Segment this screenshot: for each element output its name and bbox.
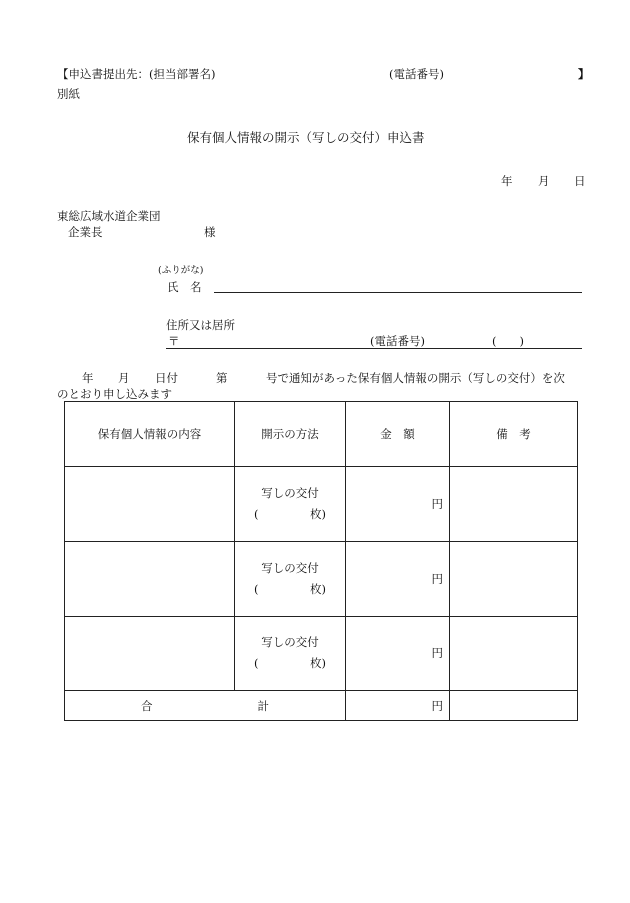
header-method: 開示の方法 (235, 402, 346, 467)
sheets-line (254, 579, 326, 600)
method-copy-label: 写しの交付 (261, 485, 319, 500)
remarks-cell[interactable] (450, 467, 578, 542)
remarks-cell[interactable] (450, 616, 578, 691)
intro-number-prefix: 第 (216, 371, 228, 385)
header-amount: 金 額 (346, 402, 450, 467)
recipient-honorific: 様 (204, 225, 216, 239)
total-remarks-cell[interactable] (450, 691, 578, 721)
sheets-count-label[interactable]: 枚) (310, 581, 326, 596)
postal-mark: 〒 (168, 334, 180, 348)
sheets-count-label[interactable]: 枚) (310, 656, 326, 671)
amount-cell[interactable]: 円 (346, 616, 450, 691)
furigana-label: (ふりがな) (158, 265, 204, 276)
name-label: 氏 名 (167, 280, 202, 294)
method-cell (235, 616, 346, 691)
remarks-cell[interactable] (450, 541, 578, 616)
intro-year: 年 (82, 371, 94, 385)
disclosure-request-table (64, 401, 578, 721)
header-content: 保有個人情報の内容 (65, 402, 235, 467)
amount-cell[interactable]: 円 (346, 467, 450, 542)
intro-month: 月 (118, 371, 130, 385)
header-remarks: 備 考 (450, 402, 578, 467)
submit-to-label: 【申込書提出先：(担当部署名) (57, 67, 216, 81)
content-cell[interactable] (65, 541, 235, 616)
method-copy-label: 写しの交付 (261, 560, 319, 575)
attachment-label: 別紙 (57, 87, 80, 101)
intro-sentence-line1: 号で通知があった保有個人情報の開示（写しの交付）を次 (266, 371, 565, 385)
date-month-label: 月 (538, 174, 550, 188)
date-year-label: 年 (501, 174, 513, 188)
sheets-line (254, 653, 326, 674)
intro-day-dated: 日付 (155, 371, 178, 385)
total-row (65, 691, 578, 721)
method-copy-label: 写しの交付 (261, 635, 319, 650)
date-day-label: 日 (574, 174, 586, 188)
sheets-paren-open: ( (254, 656, 259, 671)
sheets-paren-open: ( (254, 581, 259, 596)
method-cell (235, 467, 346, 542)
table-row (65, 541, 578, 616)
table-row (65, 467, 578, 542)
address-field-line (166, 348, 582, 349)
table-header-row (65, 402, 578, 467)
address-label: 住所又は居所 (166, 318, 235, 332)
sheets-line (254, 504, 326, 525)
sheets-paren-open: ( (254, 506, 259, 521)
total-label-right: 計 (257, 698, 269, 713)
table-row (65, 616, 578, 691)
intro-sentence-line2: のとおり申し込みます (57, 387, 172, 401)
sheets-count-label[interactable]: 枚) (310, 506, 326, 521)
recipient-position: 企業長 (68, 225, 103, 239)
header-phone-label: (電話番号) (389, 67, 444, 81)
method-cell (235, 541, 346, 616)
total-label-cell (65, 691, 346, 721)
total-label-left: 合 (141, 698, 153, 713)
header-close-bracket: 】 (578, 67, 590, 81)
amount-cell[interactable]: 円 (346, 541, 450, 616)
content-cell[interactable] (65, 616, 235, 691)
content-cell[interactable] (65, 467, 235, 542)
address-phone-label: (電話番号) (370, 334, 425, 348)
recipient-org: 東総広域水道企業団 (57, 209, 161, 223)
total-amount-cell[interactable]: 円 (346, 691, 450, 721)
page-title: 保有個人情報の開示（写しの交付）申込書 (187, 130, 425, 145)
address-phone-parens: ( ) (492, 334, 524, 348)
name-field-line (214, 292, 582, 293)
